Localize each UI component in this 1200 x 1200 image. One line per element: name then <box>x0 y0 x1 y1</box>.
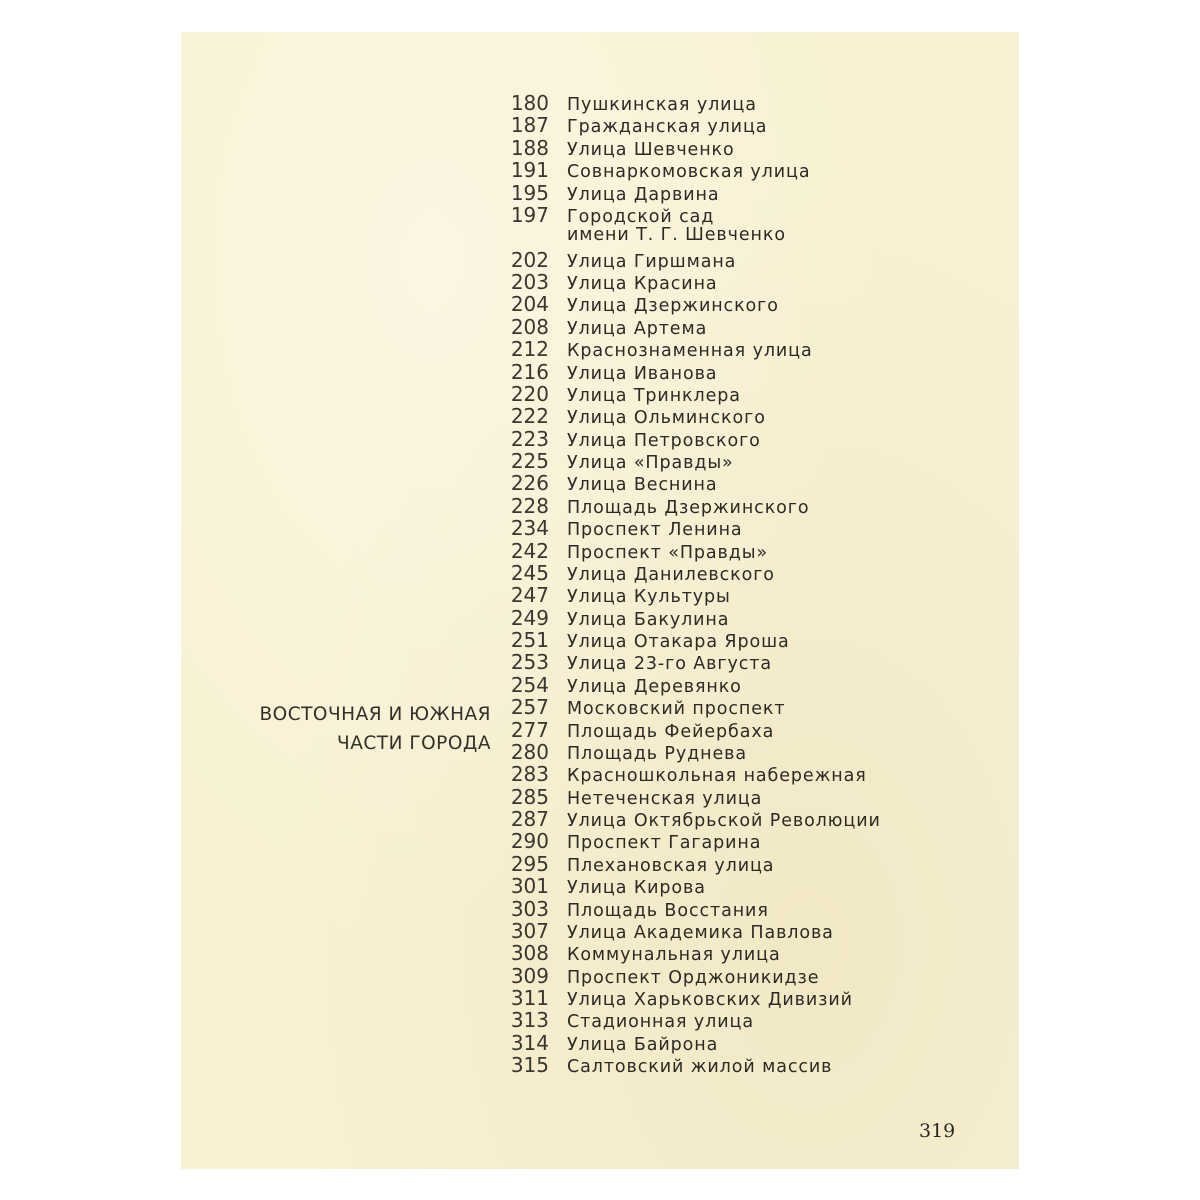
toc-entry-title: Улица Харьковских Дивизий <box>567 990 853 1010</box>
toc-page-number: 208 <box>510 314 549 339</box>
toc-entry <box>481 1031 1001 1053</box>
toc-entry <box>481 404 1001 429</box>
toc-page-number: 315 <box>510 1053 549 1078</box>
toc-entry-title: Площадь Дзержинского <box>567 497 810 518</box>
toc-entry-title: Совнаркомовская улица <box>567 162 811 183</box>
toc-entry <box>481 829 1001 854</box>
toc-entry <box>481 628 1001 650</box>
toc-entry-title: Улица Деревянко <box>567 676 742 697</box>
toc-entry-title: Улица Дарвина <box>567 184 720 205</box>
toc-page-number: 280 <box>510 739 549 764</box>
toc-entry <box>481 740 1001 762</box>
toc-page-number: 295 <box>510 851 549 876</box>
toc-entry-title: Улица Кирова <box>567 878 706 899</box>
toc-entry-title: Улица Шевченко <box>567 139 735 160</box>
toc-entry <box>481 136 1001 158</box>
toc-page-number: 249 <box>510 605 549 630</box>
toc-page-number: 257 <box>510 695 549 720</box>
toc-entry <box>481 561 1001 583</box>
toc-page-number: 191 <box>510 158 549 183</box>
toc-entry <box>481 113 1001 138</box>
toc-page-number: 245 <box>510 560 549 585</box>
toc-page-number: 188 <box>510 135 549 160</box>
toc-page-number: 308 <box>510 941 549 966</box>
toc-entry <box>481 986 1001 1008</box>
toc-entry-title: Проспект Гагарина <box>567 833 762 854</box>
toc-entry <box>481 471 1001 496</box>
toc-entry-title: Улица Академика Павлова <box>567 922 834 943</box>
toc-page-number: 223 <box>510 426 549 451</box>
toc-entry <box>481 91 1001 113</box>
toc-entry-title: Улица Бакулина <box>567 609 730 630</box>
toc-page-number: 290 <box>510 829 549 854</box>
toc-page-number: 254 <box>510 672 549 697</box>
toc-entry-title: Краснознаменная улица <box>567 341 813 362</box>
toc-entry <box>481 360 1001 382</box>
section-heading-line-2: ЧАСТИ ГОРОДА <box>337 733 491 754</box>
toc-entry <box>481 762 1001 787</box>
book-page <box>181 32 1019 1169</box>
toc-page-number: 277 <box>510 717 549 742</box>
toc-entry-title: Стадионная улица <box>567 1012 754 1033</box>
toc-entry <box>481 673 1001 695</box>
toc-page-number: 242 <box>510 538 549 563</box>
toc-entry-title: Красношкольная набережная <box>567 766 867 787</box>
toc-page-number: 253 <box>510 650 549 675</box>
toc-entry-title: Площадь Восстания <box>567 900 769 921</box>
toc-page-number: 247 <box>510 583 549 608</box>
toc-entry <box>481 1053 1001 1078</box>
toc-page-number: 204 <box>510 292 549 317</box>
toc-page-number: 226 <box>510 471 549 496</box>
toc-entry <box>481 449 1001 471</box>
toc-page-number: 287 <box>510 807 549 831</box>
toc-page-number: 307 <box>510 918 549 943</box>
toc-page-number: 212 <box>510 337 549 362</box>
toc-entry <box>481 897 1001 919</box>
toc-page-number: 187 <box>510 113 549 138</box>
toc-entry <box>481 852 1001 874</box>
toc-entry <box>481 248 1001 270</box>
toc-entry <box>481 695 1001 720</box>
toc-entry-title: Улица «Правды» <box>567 453 734 473</box>
toc-page-number: 203 <box>510 270 549 294</box>
toc-entry-title: Улица Октябрьской Революции <box>567 811 881 831</box>
toc-entry <box>481 292 1001 317</box>
toc-entry-title: Московский проспект <box>567 699 786 720</box>
toc-entry <box>481 181 1001 203</box>
toc-entry-title: Улица Ольминского <box>567 408 766 429</box>
toc-entry <box>481 494 1001 516</box>
toc-entry-title: Улица Иванова <box>567 363 718 384</box>
toc-entry-title: Площадь Фейербаха <box>567 721 775 742</box>
toc-page-number: 195 <box>510 180 549 205</box>
toc-page-number: 197 <box>510 202 549 227</box>
toc-entry <box>481 583 1001 608</box>
toc-entry <box>481 718 1001 740</box>
toc-page-number: 251 <box>510 628 549 652</box>
toc-entry-title: Улица Отакара Яроша <box>567 632 790 652</box>
toc-entry-title: Улица Данилевского <box>567 564 775 585</box>
toc-page-number: 220 <box>510 381 549 406</box>
toc-page-number: 301 <box>510 874 549 899</box>
toc-entry <box>481 382 1001 404</box>
toc-page-number: 202 <box>510 247 549 272</box>
toc-page-number: 313 <box>510 1008 549 1033</box>
toc-entry-title: имени Т. Г. Шевченко <box>567 225 786 246</box>
toc-entry-title: Проспект Ленина <box>567 520 743 541</box>
toc-entry <box>481 539 1001 561</box>
toc-entry-title: Улица Дзержинского <box>567 296 779 317</box>
toc-page-number: 216 <box>510 359 549 384</box>
toc-entry <box>481 874 1001 899</box>
toc-entry-title: Гражданская улица <box>567 117 768 138</box>
toc-page-number: 303 <box>510 896 549 921</box>
toc-entry-title: Проспект Орджоникидзе <box>567 967 820 988</box>
toc-entry <box>481 919 1001 941</box>
section-heading <box>221 700 491 758</box>
toc-entry-title: Пушкинская улица <box>567 95 757 115</box>
toc-entry-title: Улица Гиршмана <box>567 251 737 272</box>
toc-entry-title: Площадь Руднева <box>567 743 747 764</box>
toc-entry-title: Улица 23-го Августа <box>567 654 772 675</box>
toc-entry-title: Салтовский жилой массив <box>567 1057 833 1078</box>
toc-entry-title: Плехановская улица <box>567 855 775 876</box>
toc-entry-title: Городской сад <box>567 206 715 227</box>
page-number: 319 <box>919 1120 956 1142</box>
toc-entry-title: Улица Веснина <box>567 475 718 496</box>
toc-entry <box>481 785 1001 807</box>
toc-entry <box>481 427 1001 449</box>
toc-entry-title: Улица Красина <box>567 274 718 294</box>
toc-entry <box>481 270 1001 292</box>
table-of-contents <box>481 91 1001 1076</box>
toc-entry-title: Коммунальная улица <box>567 945 781 966</box>
toc-entry-title: Улица Петровского <box>567 430 761 451</box>
toc-entry <box>481 964 1001 986</box>
toc-entry-title: Улица Артема <box>567 318 708 339</box>
toc-page-number: 228 <box>510 493 549 518</box>
toc-entry <box>481 203 1001 225</box>
toc-page-number: 309 <box>510 963 549 988</box>
toc-page-number: 311 <box>510 986 549 1010</box>
toc-entry <box>481 516 1001 541</box>
toc-entry <box>481 225 1001 247</box>
toc-entry <box>481 315 1001 337</box>
toc-page-number: 222 <box>510 404 549 429</box>
toc-entry <box>481 1008 1001 1033</box>
toc-entry <box>481 807 1001 829</box>
toc-page-number: 285 <box>510 784 549 809</box>
toc-entry-title: Улица Культуры <box>567 587 731 608</box>
toc-entry <box>481 337 1001 362</box>
toc-entry <box>481 606 1001 628</box>
toc-entry-title: Улица Тринклера <box>567 385 741 406</box>
toc-entry <box>481 158 1001 183</box>
toc-entry-title: Нетеченская улица <box>567 788 763 809</box>
toc-entry <box>481 650 1001 675</box>
section-heading-line-1: ВОСТОЧНАЯ И ЮЖНАЯ <box>259 704 491 725</box>
toc-page-number: 234 <box>510 516 549 541</box>
toc-entry <box>481 941 1001 966</box>
toc-page-number: 283 <box>510 762 549 787</box>
toc-page-number: 225 <box>510 449 549 473</box>
toc-page-number: 314 <box>510 1030 549 1055</box>
toc-entry-title: Проспект «Правды» <box>567 542 769 563</box>
toc-entry-title: Улица Байрона <box>567 1034 719 1055</box>
toc-page-number: 180 <box>510 91 549 115</box>
